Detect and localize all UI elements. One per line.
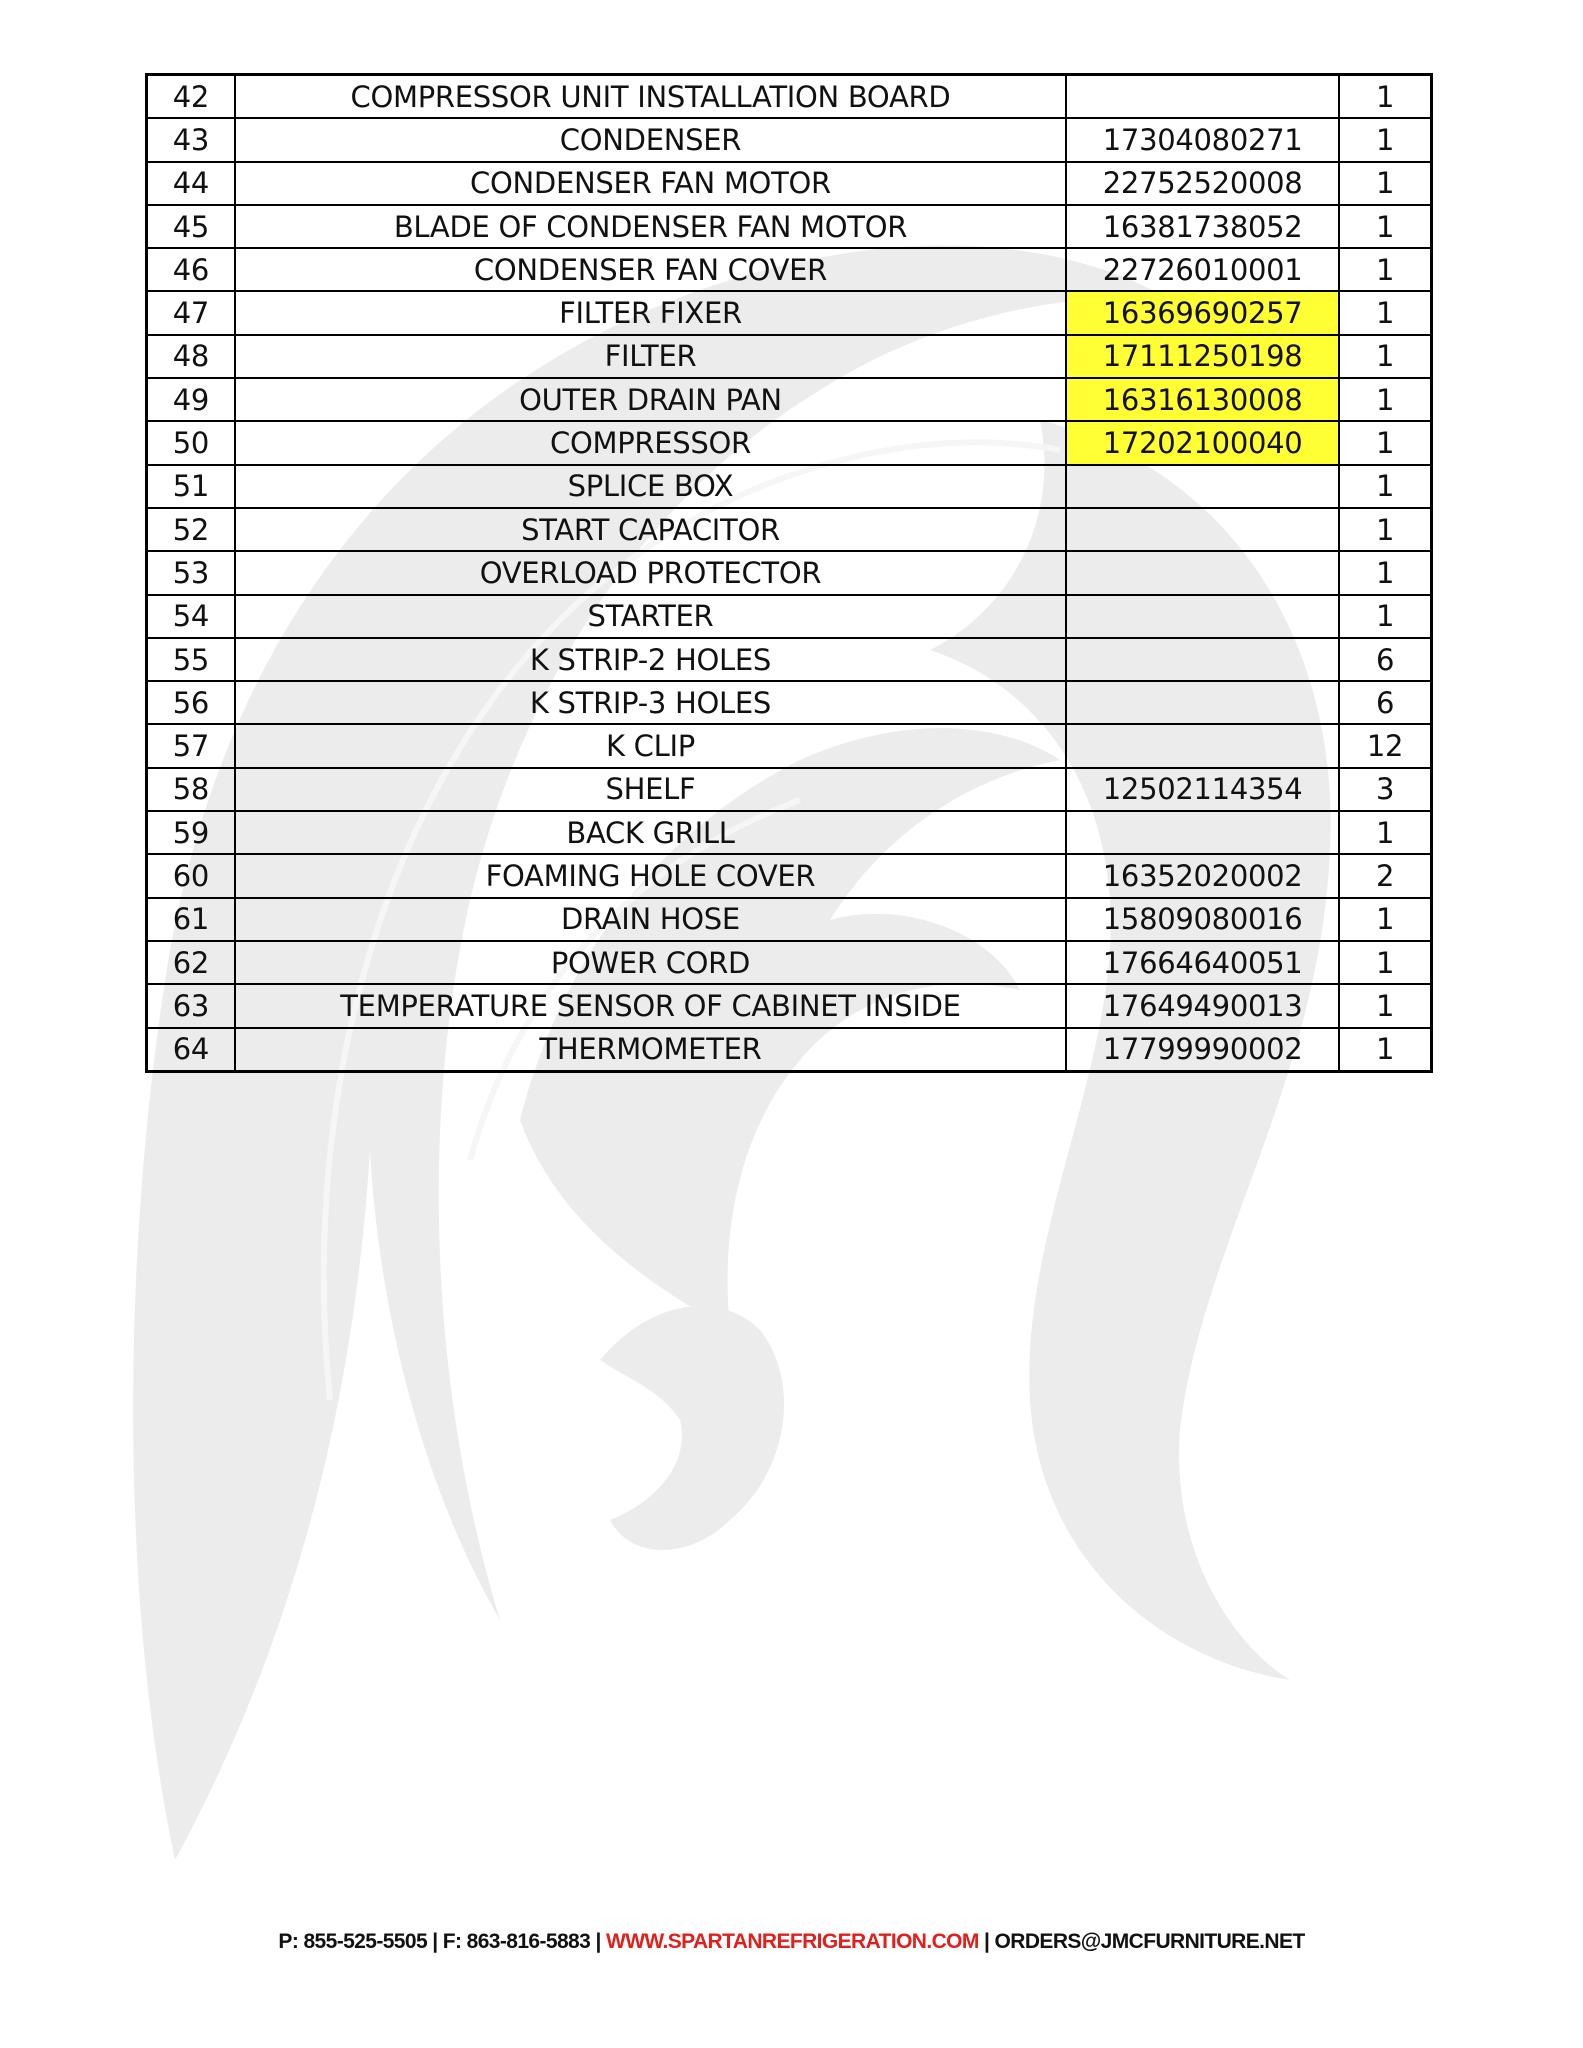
- item-number-cell: 50: [147, 421, 235, 464]
- item-number-cell: 46: [147, 248, 235, 291]
- description-cell: POWER CORD: [235, 941, 1066, 984]
- part-number-cell: 12502114354: [1066, 768, 1339, 811]
- quantity-cell: 1: [1339, 508, 1431, 551]
- table-row: [147, 248, 1432, 291]
- table-row: [147, 898, 1432, 941]
- item-number-cell: 51: [147, 465, 235, 508]
- table-row: [147, 854, 1432, 897]
- quantity-cell: 1: [1339, 421, 1431, 464]
- table-row: [147, 205, 1432, 248]
- table-row: [147, 811, 1432, 854]
- part-number-cell: [1066, 75, 1339, 119]
- description-cell: THERMOMETER: [235, 1028, 1066, 1072]
- part-number-cell: 22726010001: [1066, 248, 1339, 291]
- table-row: [147, 1028, 1432, 1072]
- quantity-cell: 1: [1339, 984, 1431, 1027]
- part-number-cell: 16381738052: [1066, 205, 1339, 248]
- quantity-cell: 1: [1339, 335, 1431, 378]
- item-number-cell: 64: [147, 1028, 235, 1072]
- table-row: [147, 118, 1432, 161]
- part-number-cell: 17111250198: [1066, 335, 1339, 378]
- item-number-cell: 42: [147, 75, 235, 119]
- table-row: [147, 595, 1432, 638]
- part-number-cell: 17304080271: [1066, 118, 1339, 161]
- part-number-cell: 17664640051: [1066, 941, 1339, 984]
- table-row: [147, 681, 1432, 724]
- part-number-cell: 16369690257: [1066, 291, 1339, 334]
- description-cell: OVERLOAD PROTECTOR: [235, 551, 1066, 594]
- description-cell: STARTER: [235, 595, 1066, 638]
- quantity-cell: 1: [1339, 291, 1431, 334]
- description-cell: START CAPACITOR: [235, 508, 1066, 551]
- quantity-cell: 1: [1339, 1028, 1431, 1072]
- description-cell: OUTER DRAIN PAN: [235, 378, 1066, 421]
- table-row: [147, 768, 1432, 811]
- description-cell: K STRIP-3 HOLES: [235, 681, 1066, 724]
- part-number-cell: [1066, 638, 1339, 681]
- table-row: [147, 421, 1432, 464]
- description-cell: CONDENSER FAN COVER: [235, 248, 1066, 291]
- description-cell: K STRIP-2 HOLES: [235, 638, 1066, 681]
- description-cell: FOAMING HOLE COVER: [235, 854, 1066, 897]
- table-row: [147, 551, 1432, 594]
- item-number-cell: 60: [147, 854, 235, 897]
- item-number-cell: 49: [147, 378, 235, 421]
- table-row: [147, 465, 1432, 508]
- description-cell: CONDENSER FAN MOTOR: [235, 162, 1066, 205]
- item-number-cell: 44: [147, 162, 235, 205]
- quantity-cell: 1: [1339, 75, 1431, 119]
- table-row: [147, 508, 1432, 551]
- footer-phone-fax: P: 855-525-5505 | F: 863-816-5883 |: [278, 1930, 606, 1953]
- part-number-cell: 22752520008: [1066, 162, 1339, 205]
- description-cell: SHELF: [235, 768, 1066, 811]
- item-number-cell: 55: [147, 638, 235, 681]
- quantity-cell: 6: [1339, 638, 1431, 681]
- footer-email: | ORDERS@JMCFURNITURE.NET: [978, 1930, 1305, 1953]
- item-number-cell: 52: [147, 508, 235, 551]
- description-cell: CONDENSER: [235, 118, 1066, 161]
- quantity-cell: 1: [1339, 898, 1431, 941]
- quantity-cell: 1: [1339, 162, 1431, 205]
- quantity-cell: 1: [1339, 465, 1431, 508]
- part-number-cell: 15809080016: [1066, 898, 1339, 941]
- item-number-cell: 56: [147, 681, 235, 724]
- description-cell: BACK GRILL: [235, 811, 1066, 854]
- part-number-cell: [1066, 465, 1339, 508]
- description-cell: TEMPERATURE SENSOR OF CABINET INSIDE: [235, 984, 1066, 1027]
- quantity-cell: 1: [1339, 118, 1431, 161]
- description-cell: DRAIN HOSE: [235, 898, 1066, 941]
- item-number-cell: 47: [147, 291, 235, 334]
- part-number-cell: [1066, 551, 1339, 594]
- footer-website-link[interactable]: WWW.SPARTANREFRIGERATION.COM: [605, 1930, 979, 1953]
- table-row: [147, 724, 1432, 767]
- table-row: [147, 291, 1432, 334]
- quantity-cell: 3: [1339, 768, 1431, 811]
- item-number-cell: 59: [147, 811, 235, 854]
- part-number-cell: [1066, 811, 1339, 854]
- quantity-cell: 1: [1339, 811, 1431, 854]
- part-number-cell: 17202100040: [1066, 421, 1339, 464]
- quantity-cell: 1: [1339, 941, 1431, 984]
- item-number-cell: 61: [147, 898, 235, 941]
- item-number-cell: 54: [147, 595, 235, 638]
- table-row: [147, 75, 1432, 119]
- quantity-cell: 1: [1339, 248, 1431, 291]
- description-cell: BLADE OF CONDENSER FAN MOTOR: [235, 205, 1066, 248]
- part-number-cell: 16316130008: [1066, 378, 1339, 421]
- item-number-cell: 53: [147, 551, 235, 594]
- table-row: [147, 378, 1432, 421]
- item-number-cell: 63: [147, 984, 235, 1027]
- parts-list-body: [147, 75, 1432, 1072]
- item-number-cell: 43: [147, 118, 235, 161]
- part-number-cell: [1066, 595, 1339, 638]
- description-cell: COMPRESSOR UNIT INSTALLATION BOARD: [235, 75, 1066, 119]
- table-row: [147, 984, 1432, 1027]
- table-row: [147, 638, 1432, 681]
- quantity-cell: 2: [1339, 854, 1431, 897]
- part-number-cell: 17649490013: [1066, 984, 1339, 1027]
- quantity-cell: 6: [1339, 681, 1431, 724]
- item-number-cell: 48: [147, 335, 235, 378]
- part-number-cell: [1066, 681, 1339, 724]
- table-row: [147, 162, 1432, 205]
- item-number-cell: 58: [147, 768, 235, 811]
- description-cell: FILTER: [235, 335, 1066, 378]
- description-cell: SPLICE BOX: [235, 465, 1066, 508]
- table-row: [147, 335, 1432, 378]
- part-number-cell: 16352020002: [1066, 854, 1339, 897]
- item-number-cell: 45: [147, 205, 235, 248]
- contact-footer: [0, 1930, 1583, 1954]
- parts-list-table: [145, 73, 1433, 1073]
- description-cell: K CLIP: [235, 724, 1066, 767]
- part-number-cell: [1066, 724, 1339, 767]
- quantity-cell: 1: [1339, 378, 1431, 421]
- quantity-cell: 1: [1339, 595, 1431, 638]
- item-number-cell: 62: [147, 941, 235, 984]
- description-cell: COMPRESSOR: [235, 421, 1066, 464]
- quantity-cell: 1: [1339, 551, 1431, 594]
- part-number-cell: [1066, 508, 1339, 551]
- item-number-cell: 57: [147, 724, 235, 767]
- quantity-cell: 1: [1339, 205, 1431, 248]
- part-number-cell: 17799990002: [1066, 1028, 1339, 1072]
- quantity-cell: 12: [1339, 724, 1431, 767]
- description-cell: FILTER FIXER: [235, 291, 1066, 334]
- table-row: [147, 941, 1432, 984]
